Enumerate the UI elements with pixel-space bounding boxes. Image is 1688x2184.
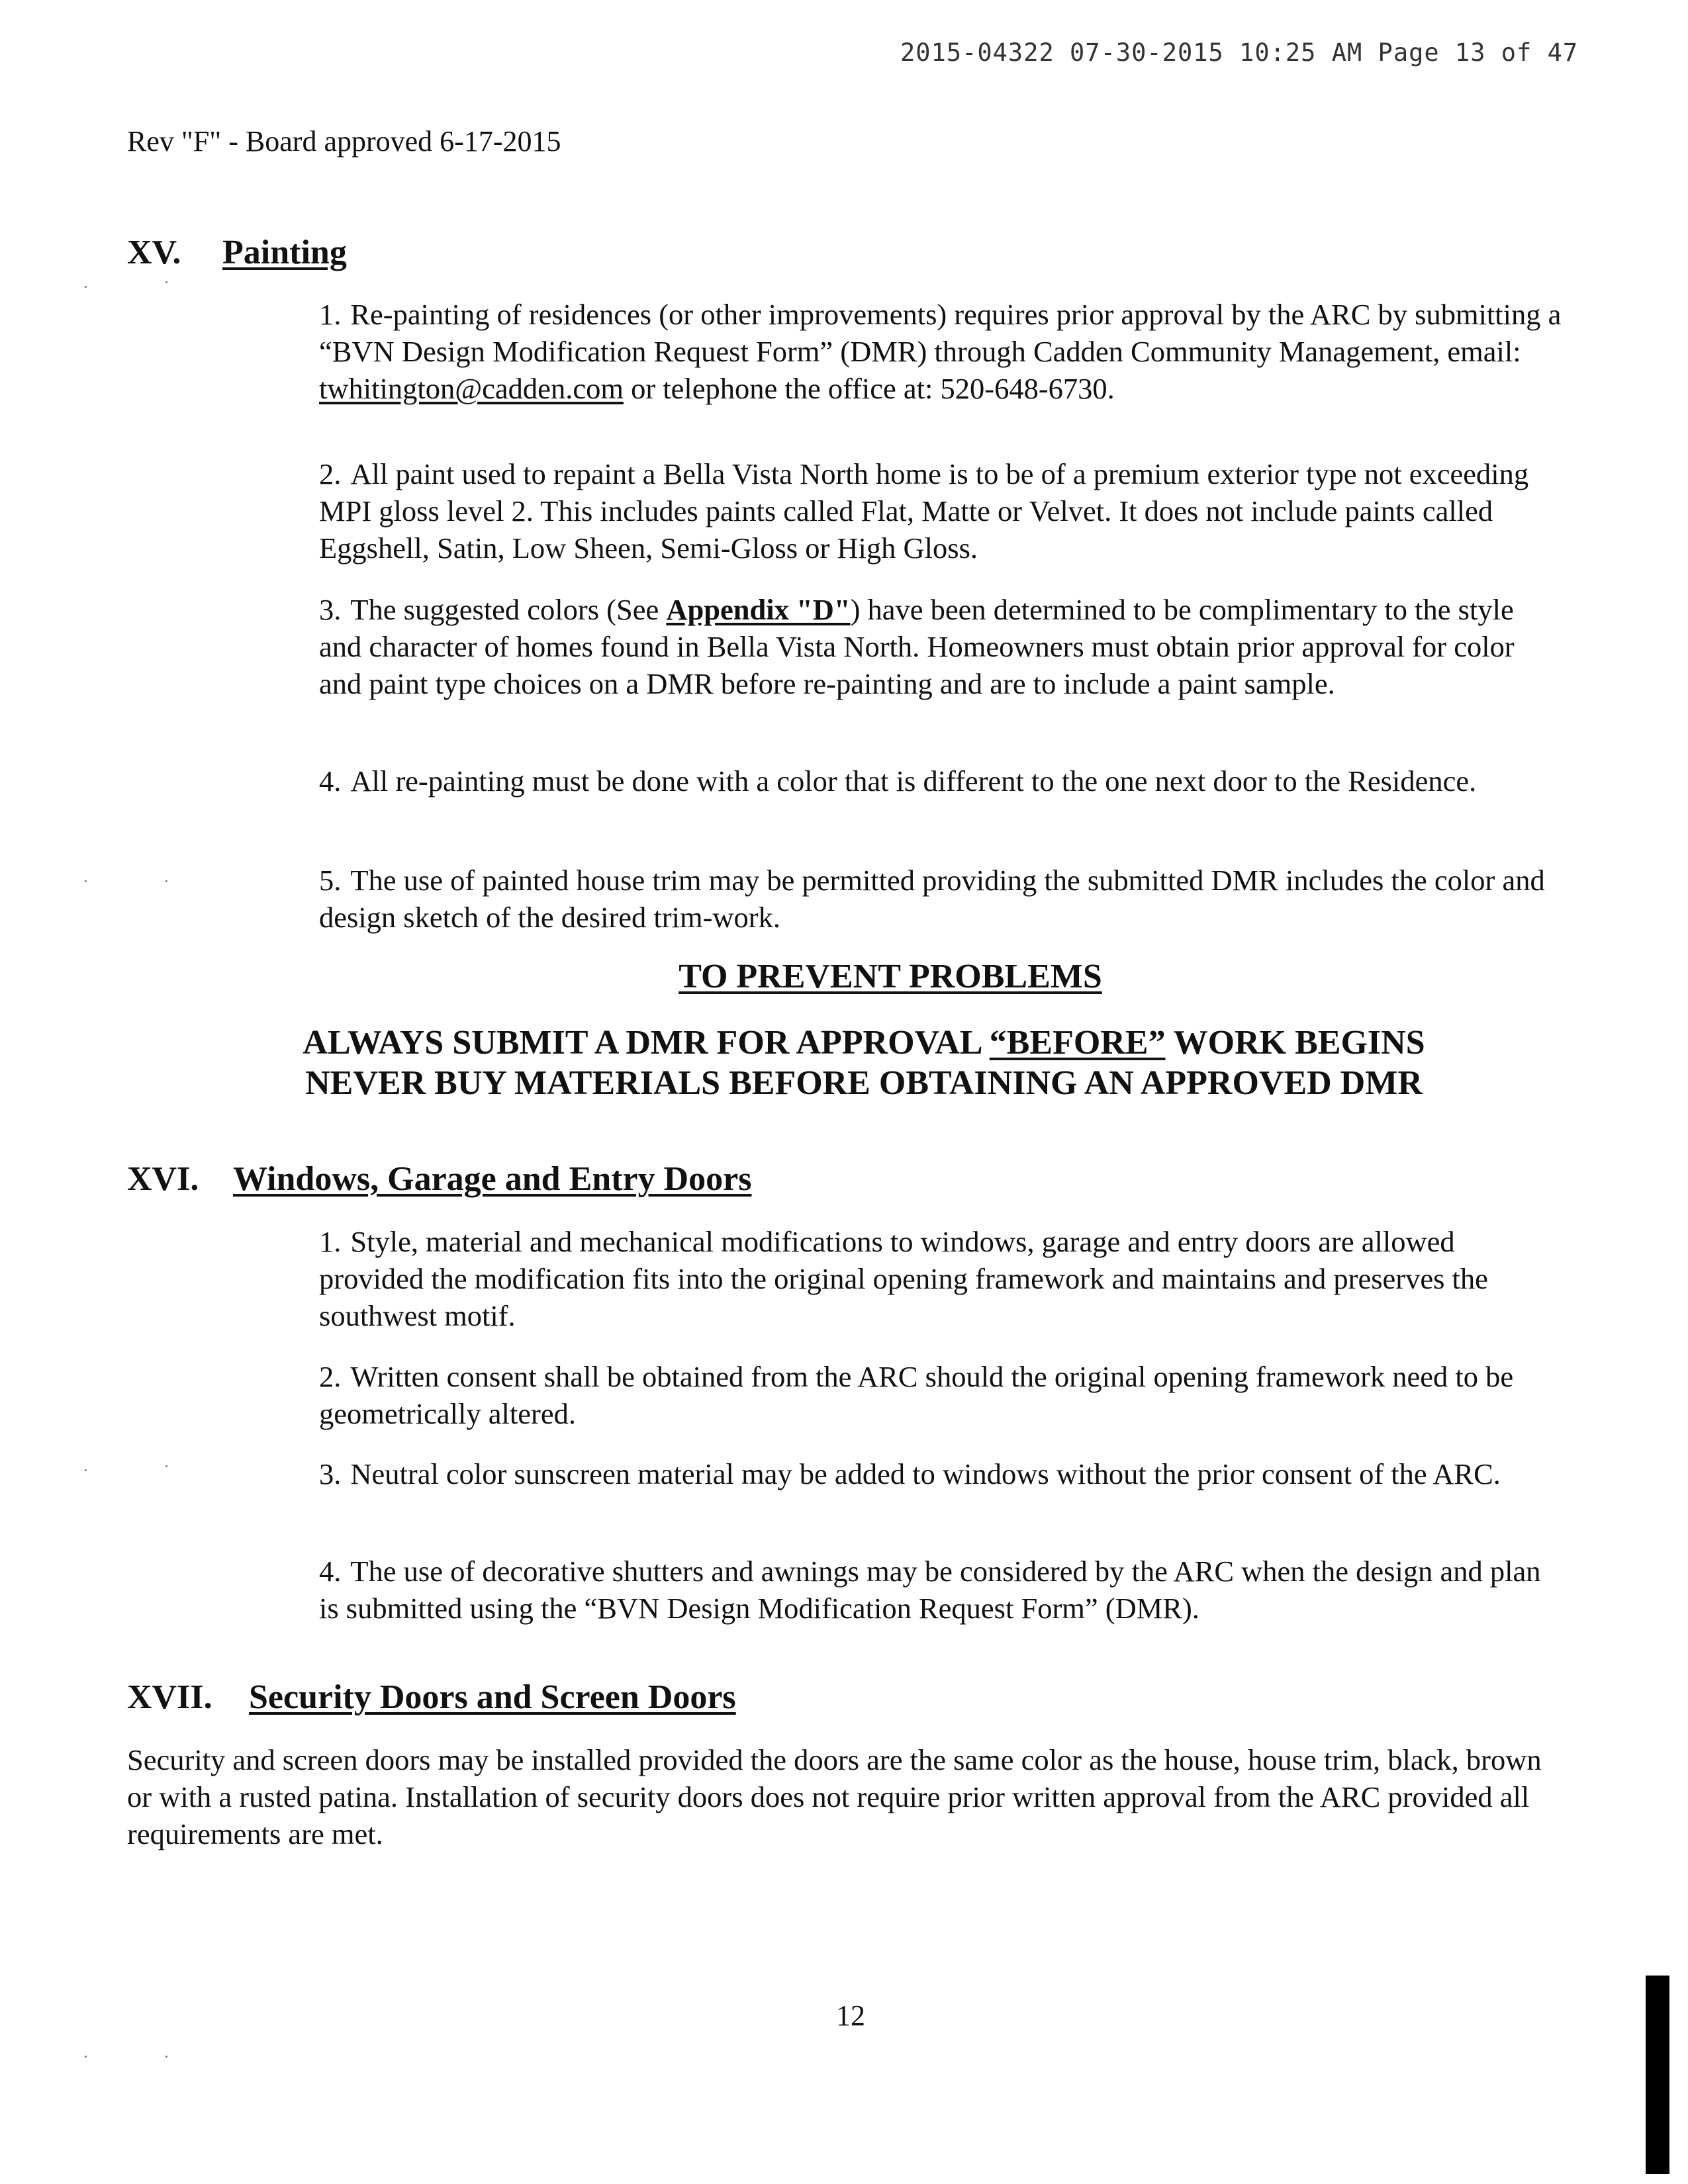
painting-item-2 [319, 455, 1564, 567]
scan-speck [165, 1465, 167, 1467]
item-text-continued: or telephone the office at: 520-648-6730. [623, 372, 1115, 405]
scan-speck [85, 1469, 87, 1471]
notice-line-1-text: ALWAYS SUBMIT A DMR FOR APPROVAL [303, 1024, 990, 1062]
section-number: XV. [127, 234, 181, 271]
scan-speck [165, 2056, 167, 2058]
item-text: The use of painted house trim may be permitted providing the submitted DMR includes the color and design sketch of the desired trim-work. [319, 864, 1545, 934]
scan-speck [85, 286, 87, 288]
item-number: 2. [319, 457, 342, 490]
notice-line-1-end: WORK BEGINS [1165, 1024, 1425, 1062]
painting-item-4 [319, 762, 1564, 799]
page-number: 12 [836, 1999, 865, 2032]
painting-item-1 [319, 296, 1564, 407]
scan-edge-bar [1646, 1976, 1669, 2174]
item-text: Written consent shall be obtained from the ARC should the original opening framework need to be geometrically altered. [319, 1360, 1514, 1430]
section-heading-security-doors [127, 1678, 736, 1717]
item-text: Re-painting of residences (or other improvements) requires prior approval by the ARC by submitting a “BVN Design Modification Request Form” (DMR) through Cadden Community Management, email: [319, 298, 1562, 368]
appendix-reference: Appendix "D" [666, 593, 851, 626]
section-heading-painting [127, 233, 347, 272]
painting-item-5 [319, 862, 1564, 936]
fax-header-stamp: 2015-04322 07-30-2015 10:25 AM Page 13 of 47 [900, 38, 1579, 67]
item-text: The use of decorative shutters and awnings may be considered by the ARC when the design and plan is submitted using the “BVN Design Modification Request Form” (DMR). [319, 1555, 1541, 1625]
section-title: Windows, Garage and Entry Doors [233, 1160, 752, 1198]
notice-heading-text: TO PREVENT PROBLEMS [679, 958, 1102, 995]
notice-line-2 [0, 1064, 1688, 1103]
security-doors-body: Security and screen doors may be installed provided the doors are the same color as the house, house trim, black, brown or with a rusted patina. Installation of security doors does not require prior written approval from the ARC provided all requirements are met. [127, 1743, 1542, 1850]
scan-speck [85, 880, 87, 882]
windows-item-3 [319, 1455, 1564, 1492]
windows-item-1 [319, 1223, 1564, 1334]
section-number: XVI. [127, 1160, 199, 1198]
windows-item-2 [319, 1358, 1564, 1432]
item-text: The suggested colors (See [350, 593, 667, 626]
item-number: 3. [319, 1457, 342, 1490]
item-number: 5. [319, 864, 342, 897]
item-text-continued: ) have been determined to be complimentary to the style and character of homes found in Bella Vista North. Homeowners must obtain prior approval for color and paint type choices on a DMR before re-painting and are to include a paint sample. [319, 593, 1515, 700]
notice-line-1 [0, 1023, 1688, 1062]
notice-heading [0, 957, 1688, 996]
windows-item-4 [319, 1553, 1564, 1627]
scan-speck [85, 2056, 87, 2058]
painting-item-3 [319, 591, 1564, 702]
item-text: All paint used to repaint a Bella Vista North home is to be of a premium exterior type not exceeding MPI gloss level 2. This includes paints called Flat, Matte or Velvet. It does not include paints called Eggshell, Satin, Low Sheen, Semi-Gloss or High Gloss. [319, 457, 1529, 565]
notice-emphasis: “BEFORE” [989, 1024, 1166, 1062]
item-number: 3. [319, 593, 342, 626]
revision-note: Rev "F" - Board approved 6-17-2015 [127, 125, 561, 158]
section-title: Painting [222, 234, 347, 271]
scan-speck [165, 281, 167, 283]
section-title: Security Doors and Screen Doors [249, 1678, 736, 1716]
item-number: 4. [319, 764, 342, 797]
email-link[interactable]: twhitington@cadden.com [319, 372, 624, 405]
item-number: 2. [319, 1360, 342, 1393]
scan-speck [165, 880, 167, 882]
item-text: Neutral color sunscreen material may be added to windows without the prior consent of the ARC. [350, 1457, 1501, 1490]
item-number: 1. [319, 298, 342, 331]
item-number: 1. [319, 1225, 342, 1258]
item-number: 4. [319, 1555, 342, 1588]
item-text: Style, material and mechanical modifications to windows, garage and entry doors are allowed provided the modification fits into the original opening framework and maintains and preserves the southwest motif. [319, 1225, 1488, 1332]
section-number: XVII. [127, 1678, 212, 1716]
section-heading-windows [127, 1160, 751, 1199]
item-text: All re-painting must be done with a color that is different to the one next door to the Residence. [350, 764, 1477, 797]
notice-line-2-text: NEVER BUY MATERIALS BEFORE OBTAINING AN APPROVED DMR [305, 1064, 1423, 1102]
